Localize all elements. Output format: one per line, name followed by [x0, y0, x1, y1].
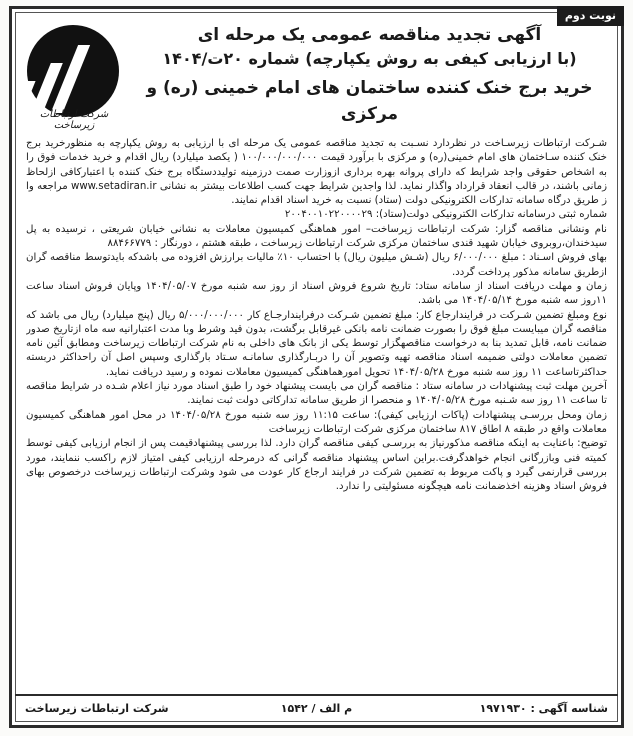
- paragraph-intro: شـرکت ارتباطات زیرسـاخت در نظردارد نسـبت به تجدید مناقصه عمومی یک مرحله ای با ارزیابی به روش یکپارچه به منظورخرید برج خنک کننده سـاختمان های امام خمینی(ره) و مرکزی با برآورد قیمت ۱۰۰/۰۰۰/۰۰۰/۰۰۰ ( یکصد میلیارد) ریال اقدام و خرید خدمات فوق را به اشخاص حقوقی واجد شرایط که دارای پروانه بهره برداری ازوزارت صمت درزمینه تولیددستگاه برج خنک کننده با اعتبارکافی ازلحاظ زمانی باشند، در قالب انعقاد قرارداد واگذار نماید. لذا واجدین شرایط جهت کسب اطلاعات بیشتر به نشانی www.setadiran.ir مراجعه وا ز طریق درگاه سامانه تدارکات الکترونیکی دولت (ستاد) نسبت به خرید اسناد اقدام نمایند.: [26, 138, 607, 207]
- paragraph-registration: شماره ثبتی درسامانه تدارکات الکترونیکی دولت(ستاد): ۲۰۰۴۰۰۱۰۲۲۰۰۰۰۲۹: [284, 209, 607, 221]
- ad-footer: [15, 694, 618, 722]
- ad-frame: [9, 6, 624, 728]
- company-logo-icon: [22, 23, 124, 123]
- title-line-1: آگهی تجدید مناقصه عمومی یک مرحله ای: [197, 25, 542, 45]
- paragraph-address: نام ونشانی مناقصه گزار: شرکت ارتباطات زیرساخت– امور هماهنگی کمیسیون معاملات به نشانی خیابان شریعتی ، نرسیده به پل سیدخندان،روبروی خیابان شهید قندی ساختمان مرکزی شرکت ارتباطات زیرساخت ، طبقه هشتم ، دورنگار : ۸۸۴۶۶۷۷۹: [26, 223, 607, 250]
- title-line-3: خرید برج خنک کننده ساختمان های امام خمینی (ره) و مرکزی: [146, 78, 593, 124]
- ad-id: شناسه آگهی : ۱۹۷۱۹۳۰: [479, 702, 608, 715]
- paragraph-document-price: بهای فروش اسـناد : مبلغ ۶/۰۰۰/۰۰۰ ریال (شـش میلیون ریال) با احتساب ۱۰٪ مالیات برارزش افزوده می باشدکه بایدتوسط مناقصه گران ازطریق سامانه مذکور پرداخت گردد.: [26, 252, 607, 278]
- title-line-2: (با ارزیابی کیفی به روش یکپارچه) شماره ۲۰ت/۱۴۰۴: [162, 49, 577, 68]
- paragraph-note: توضیح: باعنایت به اینکه مناقصه مذکورنیاز به بررسـی کیفی مناقصه گران دارد. لذا بررسی پیشنهادقیمت پس از انجام ارزیابی کیفی توسط کمیته فنی وبازرگانی انجام خواهدگرفت.براین اساس پیشنهاد مناقصه گرانی که درمرحله ارزیابی کیفی امتیاز لازم راکسب ننمایند، مورد بررسی قرارنمی گیرد و پاکت مربوط به تضمین شرکت در فرایند ارجاع کار عودت می شود وشرکت ارتباطات زیرساخت درخصوص بهای فروش اسناد وهزینه اخذضمانت نامه هیچگونه مسئولیتی را ندارد.: [26, 438, 607, 493]
- logo-company-name: شرکت ارتباطات زیرساخت: [39, 109, 109, 131]
- ad-reference: م الف / ۱۵۴۲: [280, 702, 353, 715]
- paragraph-document-dates: زمان و مهلت دریافت اسناد از سامانه ستاد: تاریخ شروع فروش اسناد از روز سه شنبه مورخ ۱۴۰۴/۰۵/۰۷ وپایان فروش اسناد ساعت ۱۱روز سه شنبه مورخ ۱۴۰۴/۰۵/۱۴ می باشد.: [26, 280, 607, 307]
- paragraph-deadline: آخرین مهلت ثبت پیشنهادات در سامانه ستاد : مناقصه گران می بایست پیشنهاد خود را طبق اسناد مورد نیاز اعلام شـده در شرایط مناقصه تا ساعت ۱۱ روز سه شـنبه مورخ ۱۴۰۴/۰۵/۲۸ و منحصرا از طریق سامانه تدارکاتی دولت ثبت نمایند.: [26, 381, 607, 407]
- round-badge: نوبت دوم: [557, 6, 624, 26]
- ad-title-block: [130, 23, 609, 127]
- ad-body: [26, 137, 607, 689]
- footer-company-name: شرکت ارتباطات زیرساخت: [25, 702, 169, 715]
- paragraph-opening: زمان ومحل بررسـی پیشنهادات (پاکات ارزیابی کیفی): ساعت ۱۱:۱۵ روز سه شنبه مورخ ۱۴۰۴/۰۵/۲۸ در محل امور هماهنگی کمیسیون معاملات واقع در طبقه ۸ اطاق ۸۱۷ ساختمان مرکزی شرکت ارتباطات زیرساخت: [26, 409, 607, 435]
- paragraph-guarantee: نوع ومبلغ تضمین شـرکت در فرایندارجاع کار: مبلغ تضمین شـرکت درفرایندارجـاع کار ۵/۰۰۰/۰۰۰/۰۰۰ ریال (پنج میلیارد) ریال می باشد که مناقصه گران میبایست مبلغ فوق را بصورت ضمانت نامه بانکی غیرقابل برگشت، بدون قید وشرط وبا مدت اعتبارانیه سه ماه ازتاریخ صدور ضمانت نامه، قابل تمدید بنا به درخواست مناقصهگزار توسط یکی از بانک های داخلی به نام شرکت ارتباطات زیرساخت ومطابق آئین نامه تضمین معاملات دولتی ضمیمه اسناد مناقصه تهیه وتصویر آن را دربـارگذاری سامانـه سـتاد بارگذاری وسپس اصل آن راحداکثر دربسته حداکثرتاساعت ۱۱ روز سه شنبه مورخ ۱۴۰۴/۰۵/۲۸ تحویل امورهماهنگی کمیسیون معاملات نموده و رسید دریافت نماید.: [26, 309, 607, 378]
